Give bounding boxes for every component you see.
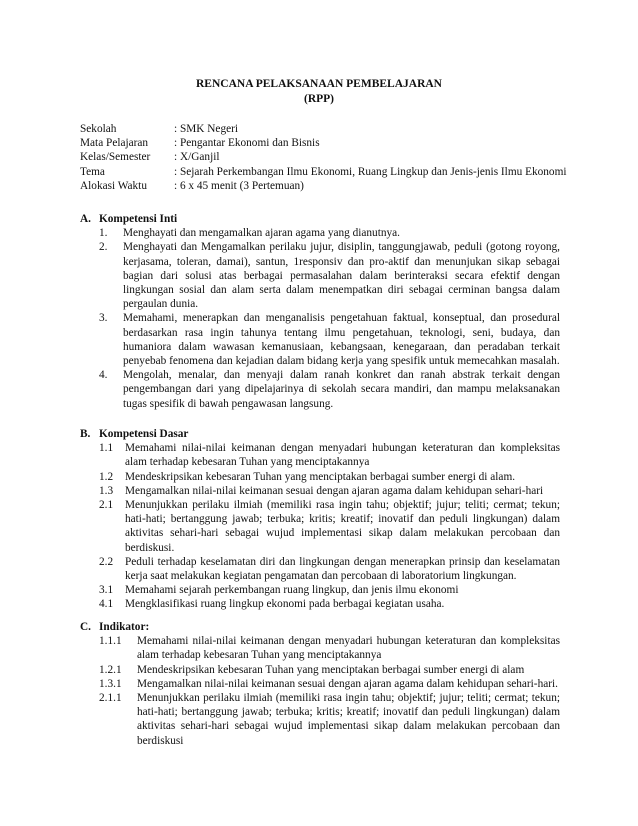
item-number: 1.3.1 [99,677,122,690]
item-number: 2.1 [99,499,114,512]
item-text: Menunjukkan perilaku ilmiah (memiliki rasa ingin tahu; objektif; jujur; teliti; cermat; tekun; hati-hati; bertanggung jawab; terbuka; kritis; kreatif; inovatif dan peduli lingkungan) dalam aktivitas sehari-hari sebagai wujud implementasi sikap dalam melakukan percobaan dan berdiskusi. [125,499,560,554]
list-item [80,597,560,611]
info-row-theme [80,165,580,179]
list-item [80,691,560,748]
list-item [80,498,560,555]
info-value: : SMK Negeri [174,123,239,135]
item-text: Mengamalkan nilai-nilai keimanan sesuai dengan ajaran agama dalam kehidupan sehari-hari [125,484,544,497]
item-text: Memahami nilai-nilai keimanan dengan menyadari hubungan keteraturan dan kompleksitas alam terhadap kebesaran Tuhan yang menciptakannya [137,635,560,662]
section-title: Indikator: [99,621,150,633]
item-number: 3. [99,312,108,325]
section-kompetensi-dasar [80,427,560,612]
info-key: Tema [80,165,105,178]
section-heading [80,620,560,634]
info-key: Kelas/Semester [80,151,151,164]
list-item [80,470,560,484]
item-number: 1.1.1 [99,635,122,648]
item-text: Peduli terhadap keselamatan diri dan lingkungan dengan menerapkan prinsip dan keselamatan kerja saat melakukan kegiatan pengamatan dan percobaan di laboratorium lingkungan. [125,555,560,583]
item-number: 2.2 [99,555,114,568]
info-row-subject [80,136,580,150]
section-kompetensi-inti [80,212,560,411]
item-text: Memahami sejarah perkembangan ruang lingkup, dan jenis ilmu ekonomi [125,584,459,597]
list-item [80,677,560,691]
info-value: : 6 x 45 menit (3 Pertemuan) [174,179,304,192]
section-heading [80,427,560,441]
list-item [80,583,560,597]
item-number: 4. [99,369,108,382]
list-item [80,311,560,368]
info-table [80,122,580,193]
item-number: 1.1 [99,442,114,455]
section-title: Kompetensi Inti [99,213,178,225]
item-number: 2.1.1 [99,692,122,705]
item-text: Mengolah, menalar, dan menyaji dalam ranah konkret dan ranah abstrak terkait dengan pengembangan dari yang dipelajarinya di sekolah secara mandiri, dan mampu melaksanakan tugas spesifik di bawah pengawasan langsung. [123,369,560,410]
item-number: 1.3 [99,484,114,497]
section-letter: C. [80,621,91,633]
item-text: Menghayati dan Mengamalkan perilaku jujur, disiplin, tanggungjawab, peduli (gotong royong, kerjasama, toleran, damai), santun, 1responsiv dan pro-aktif dan menunjukan sikap sebagai bagian dari solusi atas berbagai permasalahan dalam berinteraksi secara efektif dengan lingkungan sosial dan alam serta dalam menempatkan diri sebagai cerminan bangsa dalam pergaulan dunia. [123,241,560,311]
item-text: Memahami, menerapkan dan menganalisis pengetahuan faktual, konseptual, dan prosedural berdasarkan rasa ingin tahunya tentang ilmu pengetahuan, teknologi, seni, budaya, dan humaniora dalam wawasan kemanusiaan, kebangsaan, kenegaraan, dan peradaban terkait penyebab fenomena dan kejadian dalam bidang kerja yang spesifik untuk memecahkan masalah. [123,312,560,368]
list-item [80,368,560,411]
list-item [80,555,560,583]
info-value: : X/Ganjil [174,151,220,164]
item-number: 3.1 [99,584,114,597]
item-number: 2. [99,241,108,254]
item-text: Menunjukkan perilaku ilmiah (memiliki rasa ingin tahu; objektif; jujur; teliti; cermat; tekun; hati-hati; bertanggung jawab; terbuka; kritis; kreatif; inovatif dan peduli lingkungan) dalam aktivitas sehari-hari sebagai wujud implementasi sikap dalam melakukan percobaan dan berdiskusi [137,692,560,747]
list-item [80,663,560,677]
document-subtitle: (RPP) [303,93,334,105]
list-item [80,484,560,498]
list-item [80,441,560,469]
section-indikator [80,620,560,748]
section-letter: A. [80,213,91,225]
info-value: : Sejarah Perkembangan Ilmu Ekonomi, Ruang Lingkup dan Jenis-jenis Ilmu Ekonomi [174,165,567,178]
item-number: 1.2 [99,470,114,483]
item-text: Menghayati dan mengamalkan ajaran agama yang dianutnya. [123,227,400,240]
info-row-class [80,150,580,164]
section-heading [80,212,560,226]
section-letter: B. [80,428,91,440]
list-item [80,634,560,662]
item-text: Mendeskripsikan kebesaran Tuhan yang menciptakan berbagai sumber energi di alam. [125,470,516,483]
document-title: RENCANA PELAKSANAAN PEMBELAJARAN [196,78,442,90]
list-item [80,240,560,311]
item-text: Memahami nilai-nilai keimanan dengan menyadari hubungan keteraturan dan kompleksitas alam terhadap kebesaran Tuhan yang menciptakannya [125,442,560,469]
item-number: 4.1 [99,598,114,611]
item-number: 1. [99,227,108,240]
info-key: Sekolah [80,123,117,135]
info-row-school [80,122,580,136]
item-text: Mengamalkan nilai-nilai keimanan sesuai dengan ajaran agama dalam kehidupan sehari-hari. [137,677,558,690]
list-item [80,226,560,240]
section-title: Kompetensi Dasar [99,428,189,440]
info-value: : Pengantar Ekonomi dan Bisnis [174,137,320,150]
item-number: 1.2.1 [99,663,122,676]
item-text: Mendeskripsikan kebesaran Tuhan yang menciptakan berbagai sumber energi di alam [137,663,525,676]
info-key: Alokasi Waktu [80,179,147,192]
info-row-time [80,179,580,193]
info-key: Mata Pelajaran [80,137,149,150]
item-text: Mengklasifikasi ruang lingkup ekonomi pada berbagai kegiatan usaha. [125,598,445,611]
